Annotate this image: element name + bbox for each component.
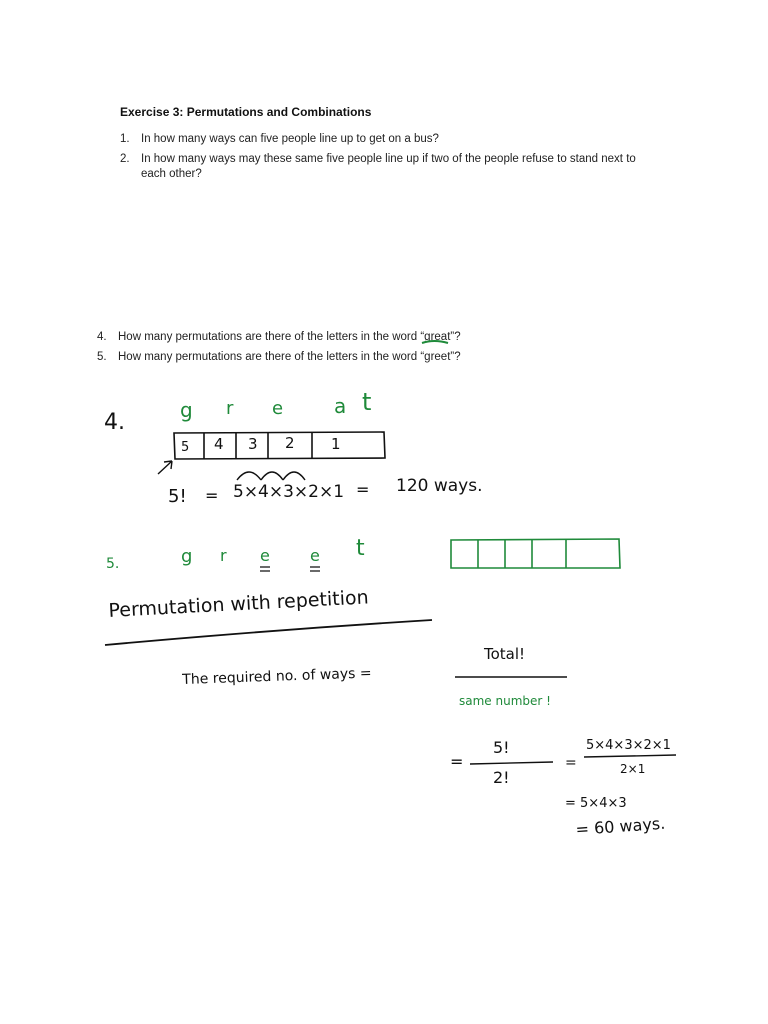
q4-box-value: 4	[214, 435, 224, 453]
final-answer: = 60 ways.	[575, 813, 666, 839]
q4-box-value: 5	[181, 440, 190, 455]
q5-label: 5.	[106, 556, 120, 572]
step-numerator-expanded: 5×4×3×2×1	[586, 738, 671, 753]
q5-letter: e	[260, 546, 270, 565]
formula-numerator: Total!	[484, 645, 526, 663]
equals-sign: =	[205, 486, 219, 505]
repetition-heading: Permutation with repetition	[108, 586, 370, 622]
question-number: 4.	[97, 331, 107, 343]
equals-sign: =	[565, 755, 577, 771]
q4-product: 5×4×3×2×1	[233, 482, 345, 502]
arrow-icon	[158, 461, 172, 474]
q4-factorial: 5!	[168, 486, 187, 507]
q4-label: 4.	[104, 410, 125, 435]
q5-slot-boxes	[451, 539, 620, 568]
question-number: 2.	[120, 153, 130, 165]
question-number: 5.	[97, 351, 107, 363]
q4-box-value: 1	[331, 435, 341, 453]
question-text: In how many ways can five people line up to get on a bus?	[141, 133, 439, 145]
q4-letter: r	[226, 398, 234, 419]
q4-letter: t	[362, 388, 372, 416]
equals-sign: =	[356, 480, 370, 499]
q5-letter: e	[310, 546, 320, 565]
step-denominator-expanded: 2×1	[620, 762, 646, 776]
fraction-bar	[584, 755, 676, 757]
formula-lhs: The required no. of ways =	[182, 665, 372, 688]
e-underline	[260, 567, 270, 571]
fraction-bar	[470, 762, 553, 764]
step-denominator: 2!	[493, 768, 510, 787]
q4-box-value: 3	[248, 435, 258, 453]
q4-slot-boxes	[174, 432, 385, 459]
question-text: How many permutations are there of the letters in the word “greet”?	[118, 351, 461, 363]
q5-letter: r	[220, 546, 227, 565]
q4-box-value: 2	[285, 434, 295, 452]
q4-letter: g	[180, 398, 193, 422]
great-underline	[422, 341, 448, 343]
question-number: 1.	[120, 133, 130, 145]
q5-letter: g	[181, 546, 193, 567]
q4-letter: e	[272, 398, 284, 419]
multiplication-arcs	[237, 472, 305, 480]
exercise-title: Exercise 3: Permutations and Combinations	[120, 105, 372, 119]
step-numerator: 5!	[493, 738, 510, 757]
formula-denominator: same number !	[459, 694, 551, 708]
e-underline	[310, 567, 320, 571]
q4-letter: a	[334, 394, 347, 418]
question-text: How many permutations are there of the letters in the word “great”?	[118, 331, 461, 343]
equals-sign: =	[450, 752, 464, 771]
question-text: In how many ways may these same five people line up if two of the people refuse to stand next to each other?	[141, 153, 636, 180]
heading-underline	[105, 620, 432, 645]
q5-letter: t	[356, 536, 365, 561]
q4-answer: 120 ways.	[396, 476, 483, 496]
step-simplified: = 5×4×3	[565, 796, 627, 811]
